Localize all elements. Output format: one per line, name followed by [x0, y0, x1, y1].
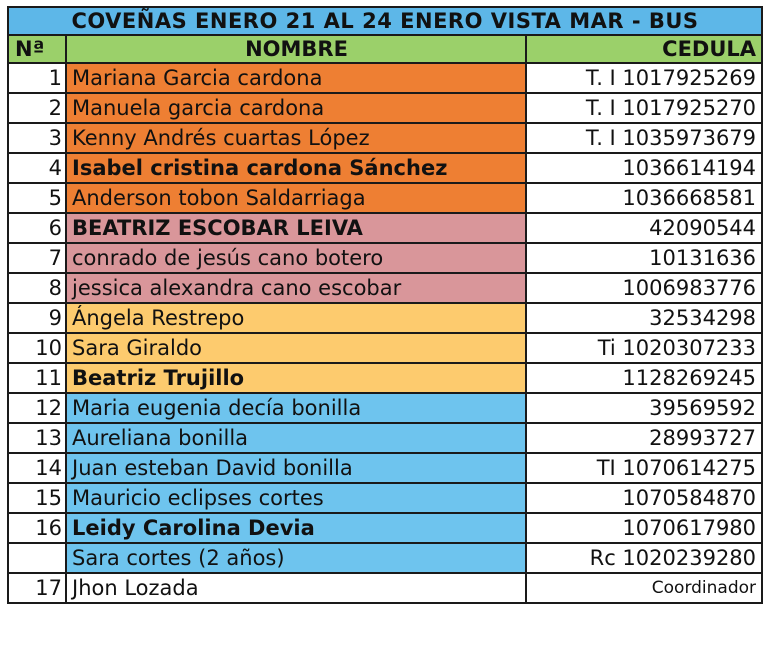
table-row: [8, 393, 762, 423]
row-cedula: 1036614194: [526, 153, 762, 183]
row-number: 14: [8, 453, 66, 483]
table-row: [8, 63, 762, 93]
title-row: [8, 7, 762, 35]
table-row: [8, 183, 762, 213]
row-cedula: 28993727: [526, 423, 762, 453]
row-cedula: T. I 1035973679: [526, 123, 762, 153]
header-name: NOMBRE: [66, 35, 526, 63]
row-cedula: 1036668581: [526, 183, 762, 213]
row-name: conrado de jesús cano botero: [66, 243, 526, 273]
row-name: Manuela garcia cardona: [66, 93, 526, 123]
table-row: [8, 243, 762, 273]
row-cedula: Coordinador: [526, 573, 762, 603]
row-cedula: 10131636: [526, 243, 762, 273]
row-cedula: TI 1070614275: [526, 453, 762, 483]
row-number: 13: [8, 423, 66, 453]
row-name: Aureliana bonilla: [66, 423, 526, 453]
row-name: jessica alexandra cano escobar: [66, 273, 526, 303]
table-row: [8, 153, 762, 183]
row-number: 10: [8, 333, 66, 363]
table-row: [8, 453, 762, 483]
row-name: Anderson tobon Saldarriaga: [66, 183, 526, 213]
row-cedula: 39569592: [526, 393, 762, 423]
table-row: [8, 273, 762, 303]
passenger-list-body: [8, 7, 762, 603]
table-row: [8, 303, 762, 333]
row-name: Kenny Andrés cuartas López: [66, 123, 526, 153]
row-name: Leidy Carolina Devia: [66, 513, 526, 543]
row-cedula: 1128269245: [526, 363, 762, 393]
row-cedula: T. I 1017925269: [526, 63, 762, 93]
row-number: 9: [8, 303, 66, 333]
header-row: [8, 35, 762, 63]
row-number: 12: [8, 393, 66, 423]
row-name: Jhon Lozada: [66, 573, 526, 603]
row-number: 8: [8, 273, 66, 303]
row-cedula: Rc 1020239280: [526, 543, 762, 573]
row-name: Ángela Restrepo: [66, 303, 526, 333]
table-row: [8, 363, 762, 393]
table-row: [8, 123, 762, 153]
passenger-list-table: [7, 6, 763, 604]
row-name: Juan esteban David bonilla: [66, 453, 526, 483]
row-name: Isabel cristina cardona Sánchez: [66, 153, 526, 183]
table-row: [8, 213, 762, 243]
row-number: 17: [8, 573, 66, 603]
row-name: Sara Giraldo: [66, 333, 526, 363]
table-row: [8, 423, 762, 453]
row-number: [8, 543, 66, 573]
row-number: 3: [8, 123, 66, 153]
row-number: 4: [8, 153, 66, 183]
row-cedula: 1070617980: [526, 513, 762, 543]
row-name: Maria eugenia decía bonilla: [66, 393, 526, 423]
table-row: [8, 333, 762, 363]
row-name: Beatriz Trujillo: [66, 363, 526, 393]
table-row: [8, 93, 762, 123]
row-cedula: 1006983776: [526, 273, 762, 303]
row-cedula: T. I 1017925270: [526, 93, 762, 123]
table-row: [8, 543, 762, 573]
row-name: Sara cortes (2 años): [66, 543, 526, 573]
table-row: [8, 513, 762, 543]
row-number: 15: [8, 483, 66, 513]
row-number: 11: [8, 363, 66, 393]
header-num: Nª: [8, 35, 66, 63]
row-number: 5: [8, 183, 66, 213]
table-row: [8, 573, 762, 603]
table-row: [8, 483, 762, 513]
row-number: 6: [8, 213, 66, 243]
row-name: Mauricio eclipses cortes: [66, 483, 526, 513]
row-number: 16: [8, 513, 66, 543]
header-cedula: CEDULA: [526, 35, 762, 63]
row-name: Mariana Garcia cardona: [66, 63, 526, 93]
row-cedula: 42090544: [526, 213, 762, 243]
row-number: 7: [8, 243, 66, 273]
sheet-title: COVEÑAS ENERO 21 AL 24 ENERO VISTA MAR - BUS: [8, 7, 762, 35]
row-name: BEATRIZ ESCOBAR LEIVA: [66, 213, 526, 243]
row-number: 2: [8, 93, 66, 123]
row-cedula: 1070584870: [526, 483, 762, 513]
row-number: 1: [8, 63, 66, 93]
row-cedula: 32534298: [526, 303, 762, 333]
row-cedula: Ti 1020307233: [526, 333, 762, 363]
